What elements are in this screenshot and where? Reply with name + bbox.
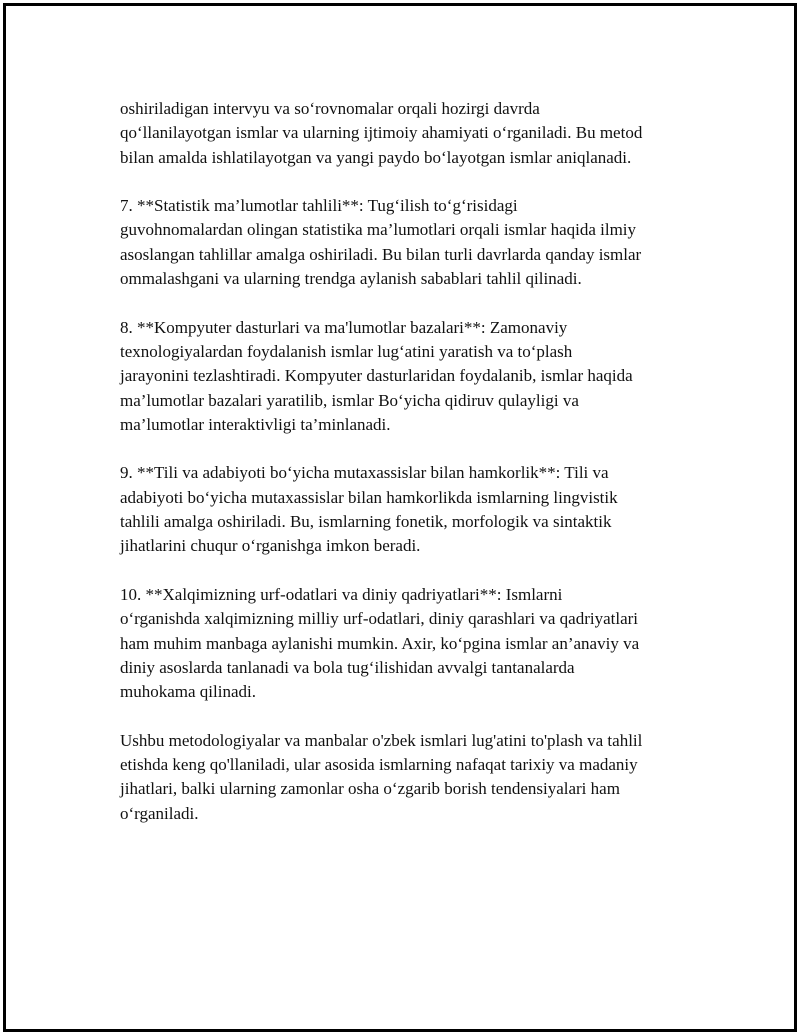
paragraph-intro-continuation: oshiriladigan intervyu va so‘rovnomalar orqali hozirgi davrda qo‘llanilayotgan ismlar va ularning ijtimoiy ahamiyati o‘rganiladi. Bu metod bilan amalda ishlatilayotgan va yangi paydo bo‘layotgan ismlar aniqlanadi. [120, 99, 643, 167]
paragraph-conclusion: Ushbu metodologiyalar va manbalar o'zbek ismlari lug'atini to'plash va tahlil etishda keng qo'llaniladi, ular asosida ismlarning nafaqat tarixiy va madaniy jihatlari, balki ularning zamonlar osha o‘zgarib borish tendensiyalari ham o‘rganiladi. [120, 730, 643, 823]
paragraph-traditions-values: 10. **Xalqimizning urf-odatlari va diniy qadriyatlari**: Ismlarni o‘rganishda xalqimizning milliy urf-odatlari, diniy qarashlari va qadriyatlari ham muhim manbaga aylanishi mumkin. Axir, ko‘pgina ismlar an’anaviy va diniy asoslarda tanlanadi va bola tug‘ilishidan avvalgi tantanalarda muhokama qilinadi. [120, 584, 640, 702]
paragraph-statistical-analysis: 7. **Statistik ma’lumotlar tahlili**: Tug‘ilish to‘g‘risidagi guvohnomalardan olingan statistika ma’lumotlari orqali ismlar haqida ilmiy asoslangan tahlillar amalga oshiriladi. Bu bilan turli davrlarda qanday ismlar ommalashgani va ularning trendga aylanish sabablari tahlil qilinadi. [120, 196, 642, 289]
page-frame [3, 3, 797, 1032]
paragraph-language-experts: 9. **Tili va adabiyoti bo‘yicha mutaxassislar bilan hamkorlik**: Tili va adabiyoti bo‘yicha mutaxassislar bilan hamkorlikda ismlarning lingvistik tahlili amalga oshiriladi. Bu, ismlarning fonetik, morfologik va sintaktik jihatlarini chuqur o‘rganishga imkon beradi. [120, 463, 618, 556]
paragraph-computer-databases: 8. **Kompyuter dasturlari va ma'lumotlar bazalari**: Zamonaviy texnologiyalardan foydalanish ismlar lug‘atini yaratish va to‘plash jarayonini tezlashtiradi. Kompyuter dasturlaridan foydalanib, ismlar haqida ma’lumotlar bazalari yaratilib, ismlar Bo‘yicha qidiruv qulayligi va ma’lumotlar interaktivligi ta’minlanadi. [120, 317, 633, 434]
document-body [120, 97, 710, 850]
